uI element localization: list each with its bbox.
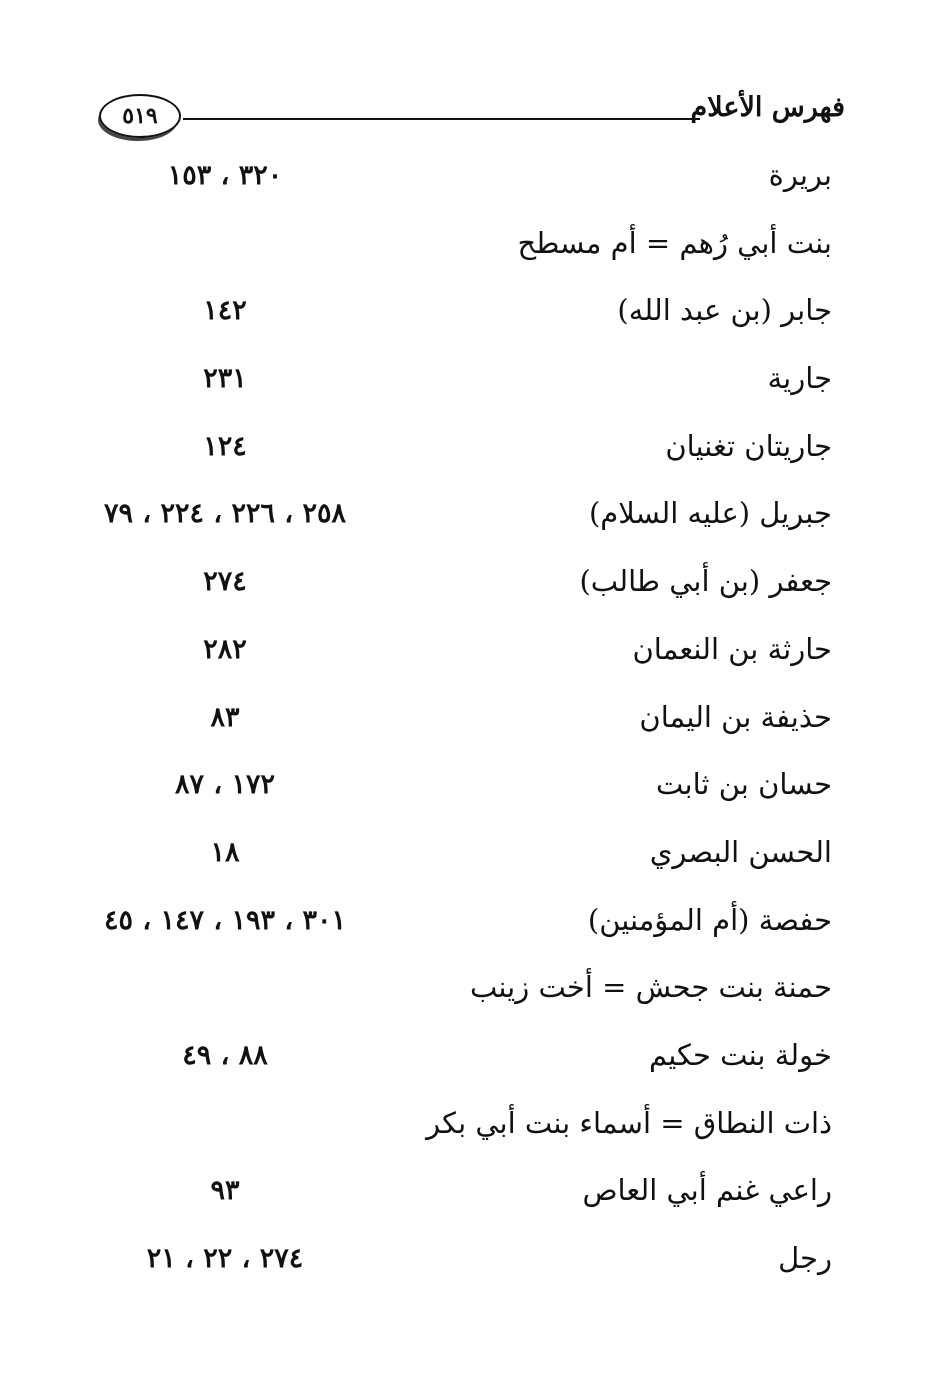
index-entry xyxy=(0,1094,944,1162)
entry-name: جاريتان تغنيان xyxy=(665,428,832,463)
index-entry xyxy=(0,281,944,349)
index-entry xyxy=(0,552,944,620)
index-entries xyxy=(0,146,944,1297)
entry-pages: ١٤٢ xyxy=(203,295,247,327)
running-title: فهرس الأعلام xyxy=(690,92,845,123)
index-entry xyxy=(0,484,944,552)
entry-name: جارية xyxy=(767,361,832,396)
entry-name: خولة بنت حكيم xyxy=(648,1037,832,1072)
entry-pages: ١٨ xyxy=(210,836,240,868)
entry-pages: ٢٨٢ xyxy=(203,633,247,665)
entry-pages: ٨٣ xyxy=(210,701,240,733)
entry-name: حفصة (أم المؤمنين) xyxy=(587,902,832,937)
entry-pages: ٢٧٤ xyxy=(203,566,247,598)
page-number-badge xyxy=(99,94,181,138)
entry-name: ذات النطاق = أسماء بنت أبي بكر xyxy=(426,1105,832,1140)
entry-pages: ٢٣١ xyxy=(203,363,247,395)
index-entry xyxy=(0,755,944,823)
entry-pages: ٨٨ ، ٤٩ xyxy=(182,1039,268,1071)
index-entry xyxy=(0,214,944,282)
entry-name: جعفر (بن أبي طالب) xyxy=(579,564,832,599)
header-rule xyxy=(183,118,700,120)
index-entry xyxy=(0,823,944,891)
index-entry xyxy=(0,891,944,959)
entry-name: حذيفة بن اليمان xyxy=(639,699,832,734)
index-entry xyxy=(0,349,944,417)
page-header xyxy=(95,88,845,144)
entry-name: بريرة xyxy=(768,158,832,192)
entry-pages: ٩٣ xyxy=(210,1175,240,1207)
entry-name: راعي غنم أبي العاص xyxy=(582,1173,832,1208)
entry-pages: ٣٠١ ، ١٩٣ ، ١٤٧ ، ٤٥ xyxy=(103,904,347,936)
entry-pages: ١٧٢ ، ٨٧ xyxy=(174,769,276,801)
index-entry xyxy=(0,620,944,688)
index-entry xyxy=(0,1026,944,1094)
index-entry xyxy=(0,688,944,756)
entry-name: حمنة بنت جحش = أخت زينب xyxy=(469,970,832,1005)
index-entry xyxy=(0,958,944,1026)
entry-name: جبريل (عليه السلام) xyxy=(588,496,832,531)
entry-name: حارثة بن النعمان xyxy=(632,631,832,666)
entry-pages: ٢٥٨ ، ٢٢٦ ، ٢٢٤ ، ٧٩ xyxy=(103,498,347,530)
index-entry xyxy=(0,1161,944,1229)
entry-name: رجل xyxy=(778,1241,832,1275)
index-entry xyxy=(0,417,944,485)
entry-name: حسان بن ثابت xyxy=(656,767,832,802)
entry-name: جابر (بن عبد الله) xyxy=(617,293,832,328)
entry-pages: ١٢٤ xyxy=(203,430,247,462)
entry-pages: ٣٢٠ ، ١٥٣ xyxy=(167,160,283,191)
entry-name: بنت أبي رُهم = أم مسطح xyxy=(517,225,832,260)
index-entry xyxy=(0,1229,944,1297)
entry-name: الحسن البصري xyxy=(649,834,832,869)
entry-pages: ٢٧٤ ، ٢٢ ، ٢١ xyxy=(146,1243,304,1274)
page-number: ٥١٩ xyxy=(122,103,158,129)
index-entry xyxy=(0,146,944,214)
